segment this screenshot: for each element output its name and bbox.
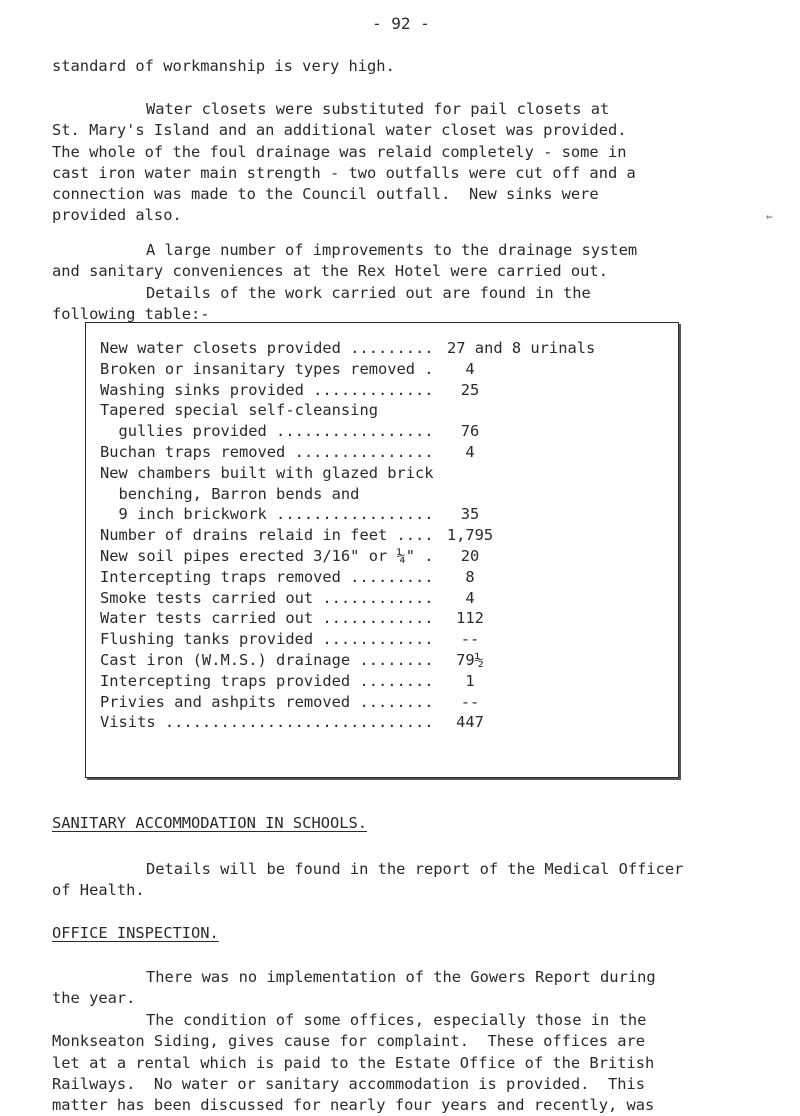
paragraph-st-marys-text: Water closets were substituted for pail closets at St. Mary's Island and an additional water closet was provided. The whole of the foul drainage was relaid completely - some in cast iron water main strength - two outfalls were cut off and a connection was made to the Council outfall. New sinks were provided also. (52, 100, 636, 225)
row-label: Cast iron (W.M.S.) drainage ........ (100, 650, 434, 669)
row-label: Tapered special self-cleansing (100, 401, 378, 420)
row-label: Broken or insanitary types removed . (100, 359, 434, 378)
row-label: 9 inch brickwork ................. (100, 505, 434, 524)
table-row (100, 400, 660, 421)
office-heading: OFFICE INSPECTION. (52, 924, 219, 942)
table-row (100, 359, 660, 380)
row-value: 35 (460, 505, 480, 524)
row-label: Washing sinks provided ............. (100, 380, 434, 399)
sanitary-heading: SANITARY ACCOMMODATION IN SCHOOLS. (52, 814, 368, 832)
row-label: New water closets provided ......... (100, 339, 434, 357)
row-value: 25 (460, 380, 480, 399)
row-value: 76 (460, 422, 480, 441)
row-value: 1,795 (446, 526, 494, 545)
sanitary-paragraph-text: Details will be found in the report of the Medical Officer of Health. (52, 860, 684, 900)
row-label: gullies provided ................. (100, 422, 434, 441)
table-row (100, 567, 660, 588)
office-paragraph-2-text: The condition of some offices, especially those in the Monkseaton Siding, gives cause for complaint. These offices are let at a rental which is paid to the Estate Office of the British Railways. No water or sanitary accommodation is provided. This matter has been discussed for nearly four years and recently, was (52, 1011, 655, 1115)
row-value: 4 (465, 442, 475, 461)
row-value: -- (460, 692, 480, 711)
paragraph-table-intro (52, 283, 591, 326)
paragraph-rex-hotel (52, 240, 637, 283)
table-row (100, 504, 660, 525)
row-label: Intercepting traps provided ........ (100, 671, 434, 690)
row-value: 4 (465, 359, 475, 378)
table-row (100, 546, 660, 567)
table-row (100, 671, 660, 692)
works-table (100, 338, 660, 733)
row-label: Privies and ashpits removed ........ (100, 692, 434, 711)
row-label: Number of drains relaid in feet .... (100, 526, 434, 545)
row-label: Smoke tests carried out ............ (100, 588, 434, 607)
row-label: New chambers built with glazed brick (100, 463, 434, 482)
table-row (100, 608, 660, 629)
row-value: 79½ (456, 650, 484, 669)
office-paragraph-1 (52, 967, 656, 1010)
row-label: Water tests carried out ............ (100, 609, 434, 628)
paragraph-rex-hotel-text: A large number of improvements to the drainage system and sanitary conveniences at the Rex Hotel were carried out. (52, 241, 638, 281)
row-value: 4 (465, 588, 475, 607)
table-row (100, 484, 660, 505)
row-value: 8 (465, 567, 475, 586)
row-label: New soil pipes erected 3/16" or ¼" . (100, 546, 434, 565)
table-row (100, 712, 660, 733)
office-paragraph-1-text: There was no implementation of the Gowers Report during the year. (52, 968, 656, 1008)
table-row (100, 692, 660, 713)
page-number: - 92 - (372, 14, 430, 33)
paragraph-st-marys (52, 99, 636, 227)
paragraph-intro: standard of workmanship is very high. (52, 57, 395, 75)
row-label: benching, Barron bends and (100, 484, 360, 503)
row-value: -- (460, 630, 480, 649)
table-row (100, 380, 660, 401)
table-row (100, 338, 660, 359)
sanitary-paragraph (52, 859, 683, 902)
margin-mark-icon: ⇐ (766, 210, 773, 223)
table-row (100, 442, 660, 463)
table-row (100, 588, 660, 609)
table-row (100, 525, 660, 546)
row-label: Intercepting traps removed ......... (100, 567, 434, 586)
table-row (100, 629, 660, 650)
row-label: Buchan traps removed ............... (100, 442, 434, 461)
row-value: 447 (456, 713, 484, 732)
table-row (100, 650, 660, 671)
row-label: Flushing tanks provided ............ (100, 630, 434, 649)
office-paragraph-2 (52, 1010, 654, 1116)
paragraph-table-intro-text: Details of the work carried out are found in the following table:- (52, 284, 591, 324)
row-value: 27 and 8 urinals (447, 339, 596, 357)
row-value: 20 (460, 546, 480, 565)
row-value: 1 (465, 671, 475, 690)
row-label: Visits ............................. (100, 713, 434, 732)
table-row (100, 421, 660, 442)
row-value: 112 (456, 609, 484, 628)
table-row (100, 463, 660, 484)
